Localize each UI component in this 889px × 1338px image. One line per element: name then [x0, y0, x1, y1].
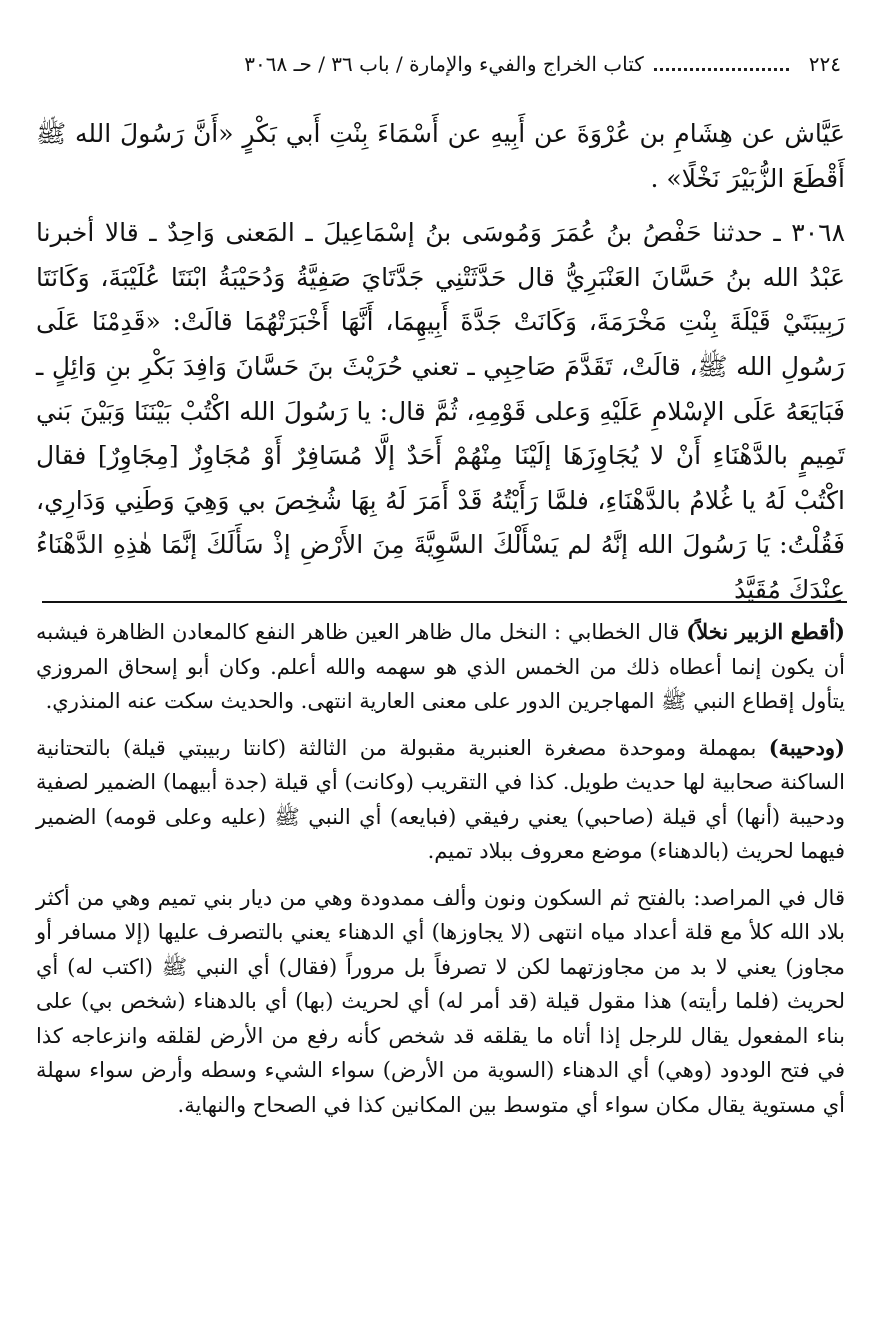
header-dotted-leader: [654, 68, 789, 71]
commentary: [36, 615, 845, 1134]
commentary-body: قال في المراصد: بالفتح ثم السكون ونون وألف ممدودة وهي من ديار بني تميم وهي من أكثر بلاد الله كلأ مع قلة أعداد مياه انتهى (لا يجاوزها) أي الدهناء يعني بالتصرف عليها (إلا مسافر أو مجاوز) يعني لا بد من مجاوزتهما لكن لا تصرفاً بل مروراً (فقال) أي النبي ﷺ (اكتب له) أي لحريث (فلما رأيته) هذا مقول قيلة (قد أمر له) أي لحريث (بها) أي بالدهناء (شخص بي) على بناء المفعول يقال للرجل إذا أتاه ما يقلقه قد شخص كأنه رفع من الأرض لقلقه وانزعاجه كذا في فتح الودود (وهي) أي الدهناء (السوية من الأرض) سواء الشيء وسطه وأرض سواء سهلة أي مستوية يقال مكان سواء أي متوسط بين المكانين كذا في الصحاح والنهاية.: [36, 885, 845, 1117]
page-header: [32, 52, 841, 88]
hadith-paragraph-2: ٣٠٦٨ ـ حدثنا حَفْصُ بنُ عُمَرَ وَمُوسَى بنُ إسْمَاعِيلَ ـ المَعنى وَاحِدٌ ـ قالا أخبرنا عَبْدُ الله بنُ حَسَّانَ العَنْبَرِيُّ قال حَدَّثَتْنِي جَدَّتَايَ صَفِيَّةُ وَدُحَيْبَةُ ابْنَتَا عُلَيْبَةَ، وَكَانَتَا رَبِيبَتَيْ قَيْلَةَ بِنْتِ مَخْرَمَةَ، وَكَانَتْ جَدَّةَ أَبِيهِمَا، أَنَّهَا أَخْبَرَتْهُمَا قالَتْ: «قَدِمْنَا عَلَى رَسُولِ الله ﷺ، قالَتْ، تَقَدَّمَ صَاحِبِي ـ تعني حُرَيْثَ بنَ حَسَّانَ وَافِدَ بَكْرِ بنِ وَائِلٍ ـ فَبَايَعَهُ عَلَى الإسْلامِ عَلَيْهِ وَعلى قَوْمِهِ، ثُمَّ قال: يا رَسُولَ الله اكْتُبْ بَيْنَنَا وَبَيْنَ بَني تَمِيمٍ بالدَّهْنَاءِ أَنْ لا يُجَاوِزَهَا إلَيْنَا مِنْهُمْ أَحَدٌ إلَّا مُسَافِرٌ أَوْ مُجَاوِزٌ [مِجَاوِرٌ] فقال اكْتُبْ لَهُ يا غُلامُ بالدَّهْنَاءِ، فلمَّا رَأَيْتُهُ قَدْ أَمَرَ لَهُ بِهَا شُخِصَ بي وَهِيَ وَطَنِي وَدَارِي، فَقُلْتُ: يَا رَسُولَ الله إنَّهُ لم يَسْأَلْكَ السَّوِيَّةَ مِنَ الأَرْضِ إذْ سَأَلَكَ إنَّمَا هٰذِهِ الدَّهْنَاءُ عِنْدَكَ مُقَيَّدُ: [36, 218, 845, 604]
commentary-lead: (أقطع الزبير نخلاً): [686, 619, 845, 644]
commentary-paragraph: [36, 881, 845, 1123]
hadith-paragraph-1: عَيَّاش عن هِشَامِ بن عُرْوَةَ عن أَبِيهِ عن أَسْمَاءَ بِنْتِ أَبي بَكْرٍ «أَنَّ رَسُولَ الله ﷺ أَقْطَعَ الزُّبَيْرَ نَخْلًا» .: [36, 119, 845, 193]
footnote-separator: [42, 601, 847, 603]
page-number: ٢٢٤: [808, 52, 841, 76]
commentary-paragraph: [36, 615, 845, 719]
hadith-text: [36, 112, 845, 613]
commentary-body: بمهملة وموحدة مصغرة العنبرية مقبولة من الثالثة (كانتا ربيبتي قيلة) بالتحتانية الساكنة صحابية لها حديث طويل. كذا في التقريب (وكانت) أي قيلة (جدة أبيهما) الضمير لصفية ودحيبة (أنها) أي قيلة (صاحبي) يعني رفيقي (فبايعه) أي النبي ﷺ (عليه وعلى قومه) الضمير فيهما لحريث (بالدهناء) موضع معروف ببلاد تميم.: [36, 735, 845, 863]
commentary-body: قال الخطابي : النخل مال ظاهر العين ظاهر النفع كالمعادن الظاهرة فيشبه أن يكون إنما أعطاه ذلك من الخمس الذي هو سهمه والله أعلم. وكان أبو إسحاق المروزي يتأول إقطاع النبي ﷺ المهاجرين الدور على معنى العارية انتهى. والحديث سكت عنه المنذري.: [36, 620, 845, 713]
commentary-paragraph: [36, 731, 845, 869]
running-title: كتاب الخراج والفيء والإمارة / باب ٣٦ / حـ ٣٠٦٨: [244, 52, 644, 76]
commentary-lead: (ودحيبة): [768, 734, 845, 760]
